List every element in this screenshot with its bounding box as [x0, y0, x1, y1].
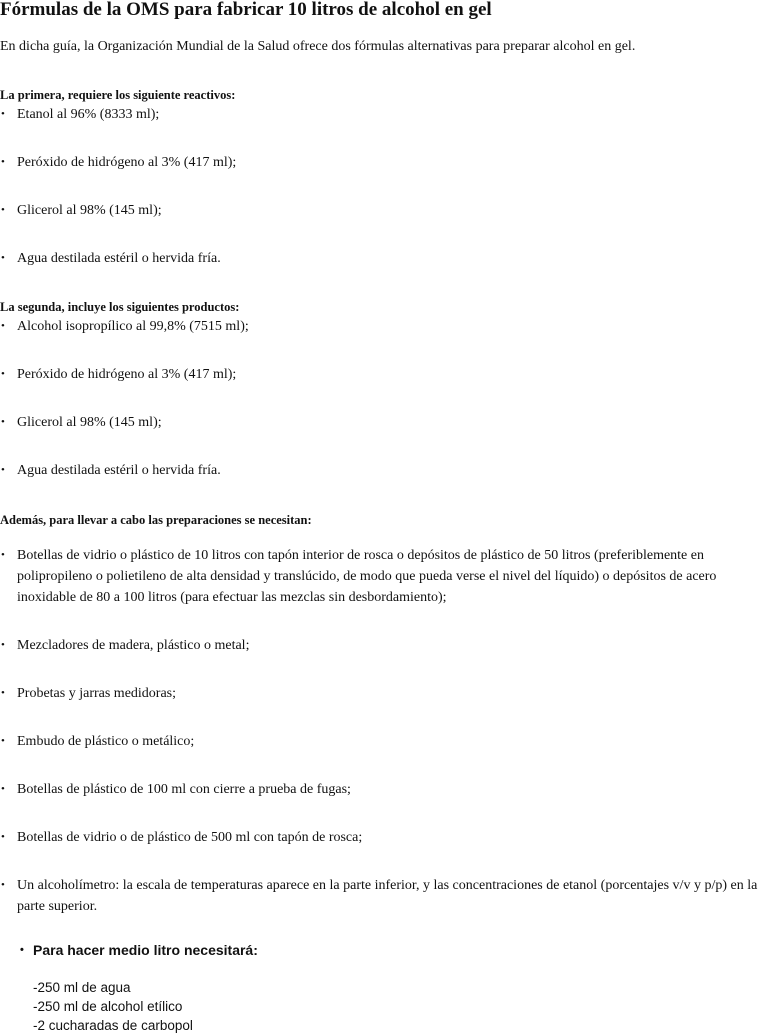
formula2-heading: La segunda, incluye los siguientes productos:	[0, 300, 240, 314]
list-item: • Mezcladores de madera, plástico o metal;	[0, 635, 760, 656]
list-item: • Etanol al 96% (8333 ml);	[0, 104, 760, 152]
list-item: • Probetas y jarras medidoras;	[0, 683, 760, 704]
formula1-heading: La primera, requiere los siguiente reactivos:	[0, 88, 236, 102]
ingredient-line: -250 ml de agua	[33, 980, 131, 995]
list-item: • Glicerol al 98% (145 ml);	[0, 412, 760, 460]
equipment-heading: Además, para llevar a cabo las preparaciones se necesitan:	[0, 513, 312, 527]
page-title: Fórmulas de la OMS para fabricar 10 litros de alcohol en gel	[0, 0, 492, 20]
intro-paragraph: En dicha guía, la Organización Mundial de la Salud ofrece dos fórmulas alternativas para preparar alcohol en gel.	[0, 39, 636, 54]
list-item: • Agua destilada estéril o hervida fría.	[0, 460, 760, 508]
list-item: • Botellas de vidrio o de plástico de 500 ml con tapón de rosca;	[0, 827, 760, 848]
half-liter-ingredients	[33, 978, 757, 1035]
list-item: • Botellas de plástico de 100 ml con cierre a prueba de fugas;	[0, 779, 760, 800]
half-liter-heading: • Para hacer medio litro necesitará:	[17, 940, 757, 960]
formula1-list	[0, 104, 760, 296]
list-item: • Agua destilada estéril o hervida fría.	[0, 248, 760, 296]
formula2-list	[0, 316, 760, 508]
list-item: • Peróxido de hidrógeno al 3% (417 ml);	[0, 364, 760, 412]
list-item: • Glicerol al 98% (145 ml);	[0, 200, 760, 248]
list-item: • Peróxido de hidrógeno al 3% (417 ml);	[0, 152, 760, 200]
ingredient-line: -250 ml de alcohol etílico	[33, 999, 183, 1014]
list-item: • Botellas de vidrio o plástico de 10 litros con tapón interior de rosca o depósitos de plástico de 50 litros (preferiblemente en polipropileno o polietileno de alta densidad y translúcido, de modo que pueda verse el nivel del líquido) o depósitos de acero inoxidable de 80 a 100 litros (para efectuar las mezclas sin desbordamiento);	[0, 545, 760, 608]
ingredient-line: -2 cucharadas de carbopol	[33, 1018, 193, 1033]
equipment-list	[0, 545, 760, 944]
list-item: • Alcohol isopropílico al 99,8% (7515 ml);	[0, 316, 760, 364]
half-liter-section	[17, 940, 757, 1035]
list-item: • Embudo de plástico o metálico;	[0, 731, 760, 752]
list-item: • Un alcoholímetro: la escala de temperaturas aparece en la parte inferior, y las concentraciones de etanol (porcentajes v/v y p/p) en la parte superior.	[0, 875, 760, 917]
